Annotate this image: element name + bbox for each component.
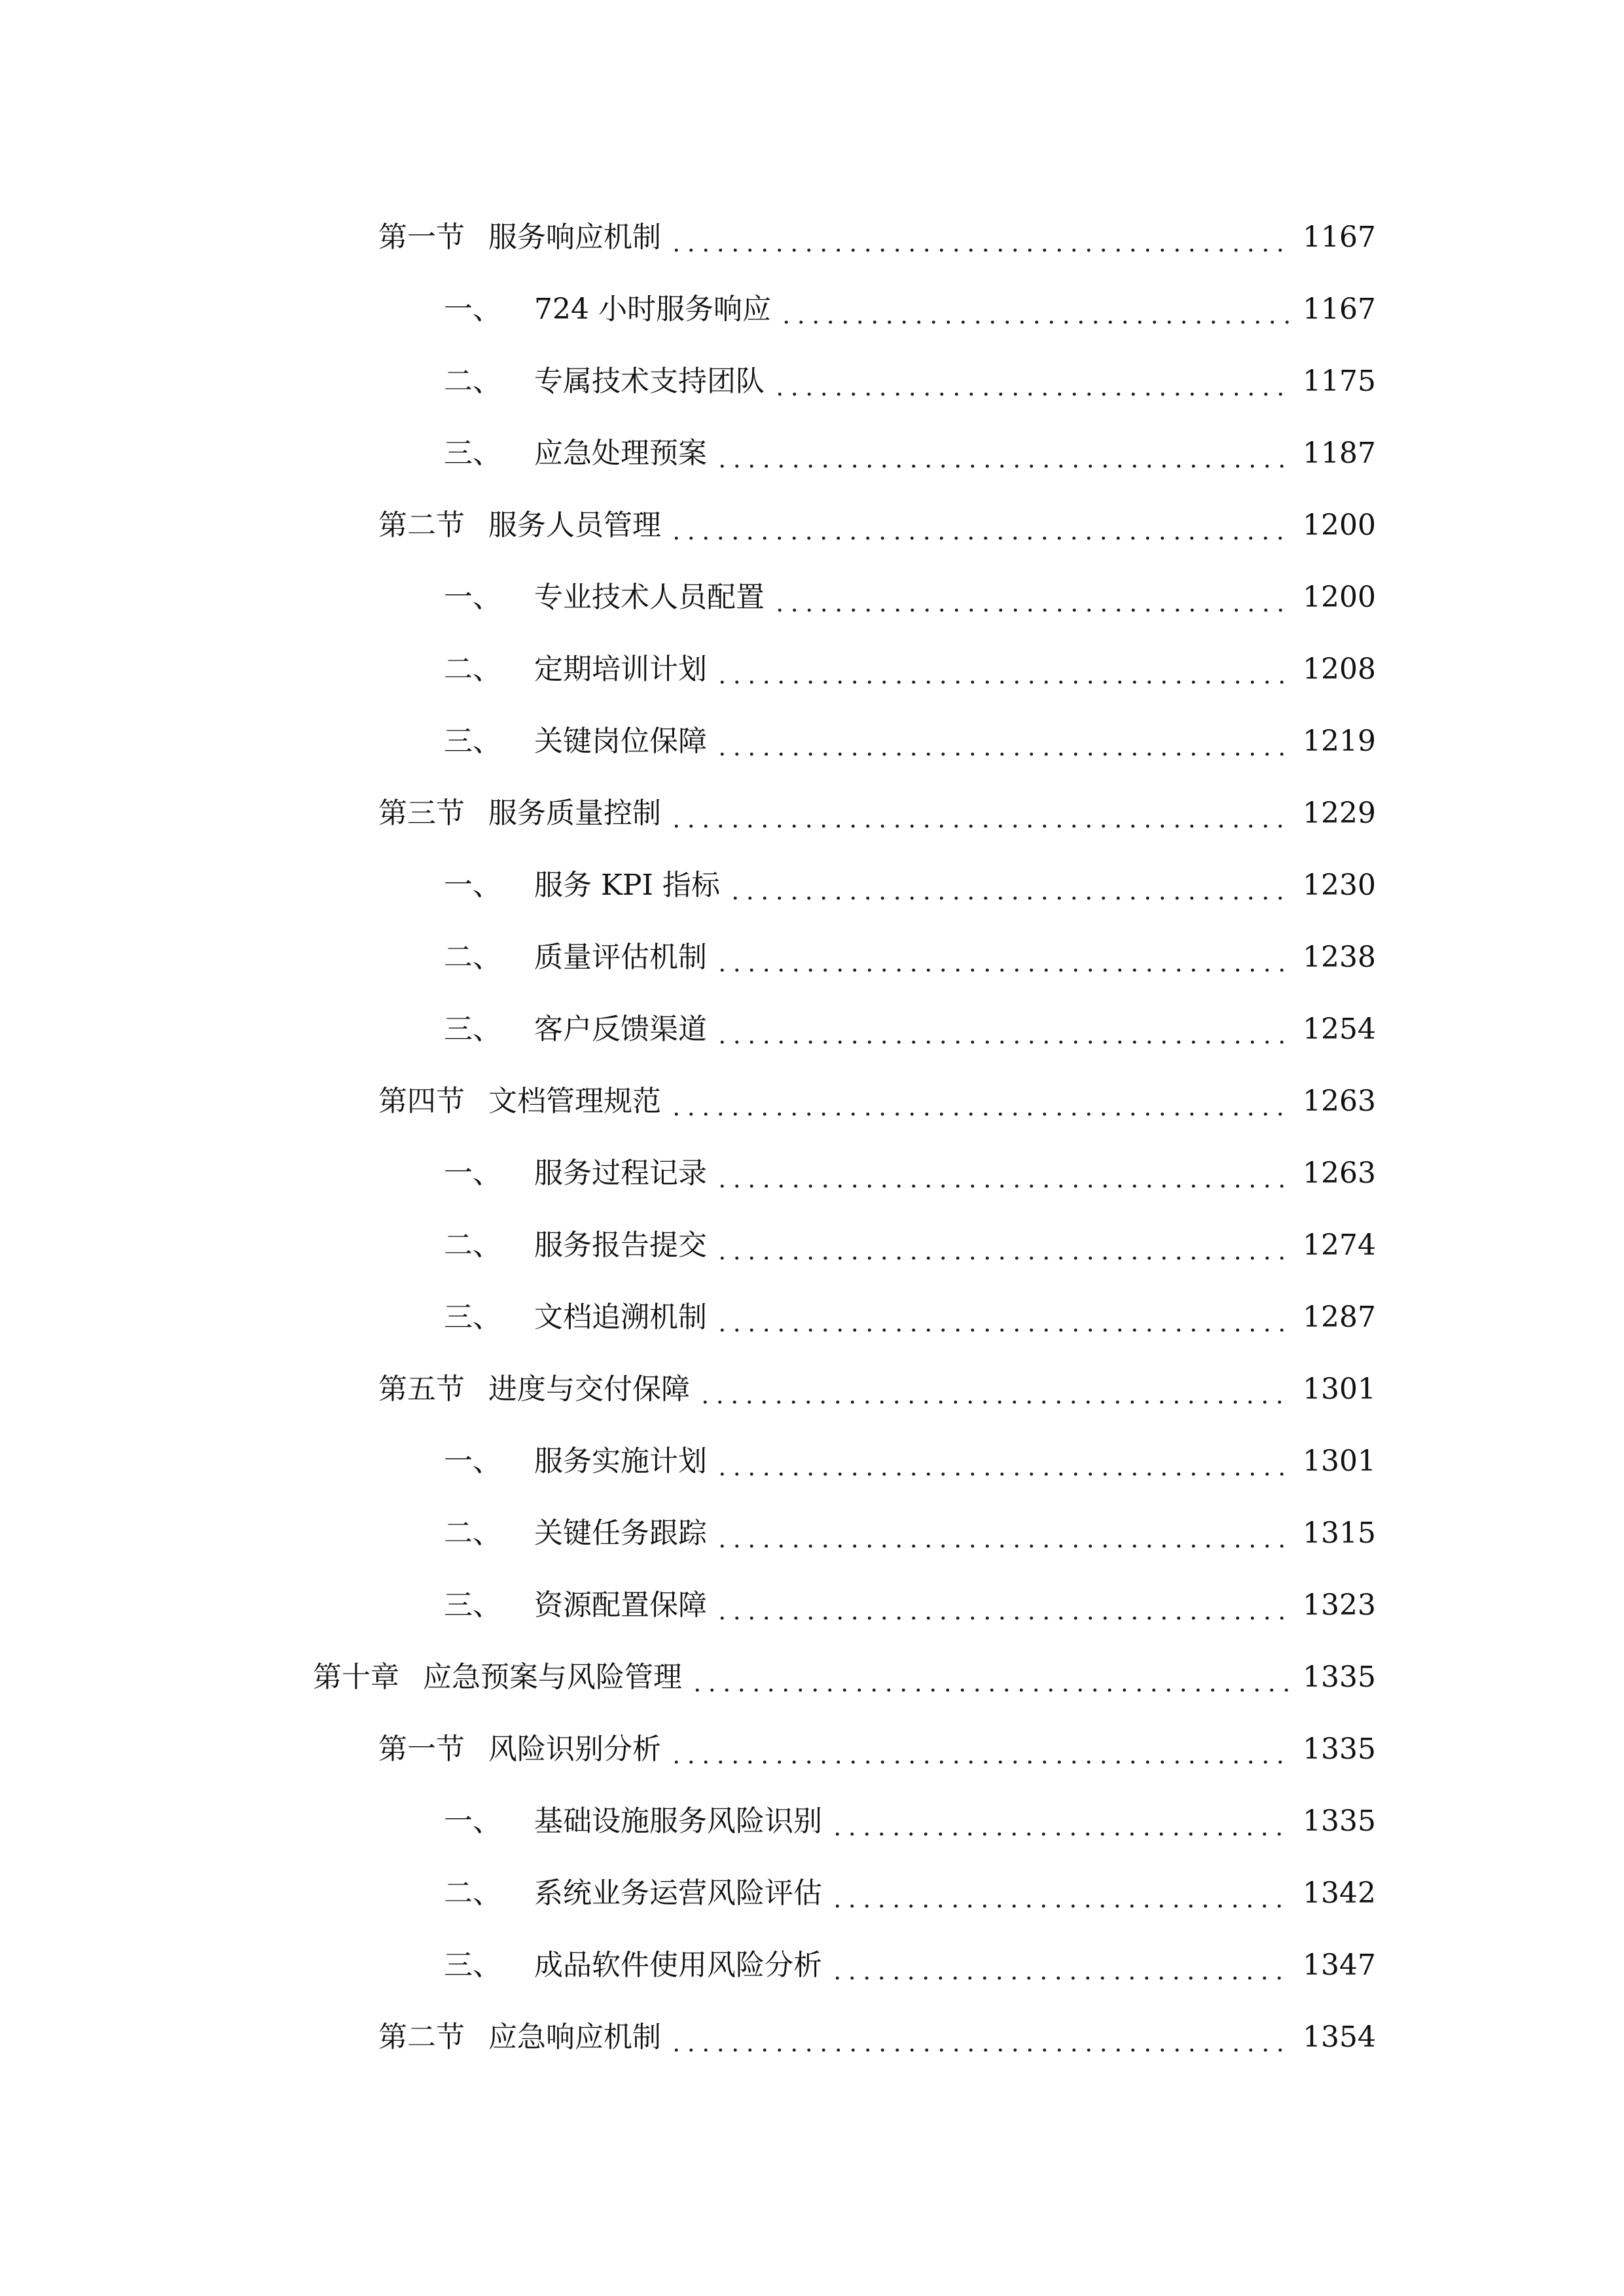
toc-entry-subitem[interactable]: [0, 994, 1624, 1066]
toc-page-number: 1315: [1303, 1516, 1376, 1550]
toc-entry-subitem[interactable]: [0, 1570, 1624, 1641]
toc-entry-number: 三、: [444, 1588, 501, 1622]
toc-entry-title: [444, 1231, 707, 1260]
toc-entry-number: 一、: [444, 1804, 501, 1838]
toc-page-number: 1301: [1303, 1372, 1376, 1406]
toc-entry-number: 二、: [444, 1516, 501, 1550]
toc-entry-number: 三、: [444, 437, 501, 470]
toc-entry-number: 二、: [444, 1229, 501, 1262]
toc-entry-title: [444, 871, 720, 900]
toc-entry-number: 一、: [444, 581, 501, 614]
toc-entry-subitem[interactable]: [0, 634, 1624, 706]
toc-entry-title: [444, 1516, 707, 1550]
toc-entry-title: [444, 1444, 707, 1478]
toc-entry-section-2-emergency-response[interactable]: [0, 2001, 1624, 2073]
toc-dot-leader: [715, 1519, 1291, 1548]
toc-page-number: 1354: [1303, 2020, 1376, 2054]
toc-dot-leader: [830, 1879, 1291, 1908]
toc-dot-leader: [772, 367, 1291, 396]
toc-entry-title: [444, 1804, 822, 1838]
toc-entry-number: 第二节: [378, 2020, 465, 2054]
toc-entry-title: [444, 439, 707, 468]
toc-entry-subitem[interactable]: [0, 850, 1624, 922]
toc-page-number: 1229: [1303, 797, 1376, 830]
toc-entry-section-3-quality-control[interactable]: [0, 778, 1624, 850]
toc-page-number: 1175: [1303, 365, 1376, 398]
toc-entry-subitem[interactable]: [0, 922, 1624, 994]
toc-page-number: 1287: [1303, 1300, 1376, 1334]
toc-entry-number: 三、: [444, 1300, 501, 1334]
toc-entry-label: 应急预案与风险管理: [423, 1660, 682, 1694]
toc-entry-section-5-delivery-assurance[interactable]: [0, 1354, 1624, 1426]
toc-entry-label: 724 小时服务响应: [534, 293, 771, 326]
toc-page-number: 1335: [1303, 1732, 1376, 1766]
toc-entry-number: 二、: [444, 941, 501, 974]
toc-entry-label: 基础设施服务风险识别: [534, 1804, 822, 1838]
toc-entry-label: 定期培训计划: [534, 653, 707, 686]
toc-dot-leader: [715, 1591, 1291, 1620]
toc-page-number: 1167: [1303, 221, 1376, 254]
toc-entry-subitem[interactable]: [0, 1785, 1624, 1857]
toc-entry-subitem[interactable]: [0, 1138, 1624, 1210]
toc-dot-leader: [669, 2023, 1291, 2052]
toc-entry-number: 第二节: [378, 509, 465, 542]
toc-entry-number: 第三节: [378, 797, 465, 830]
toc-dot-leader: [669, 1087, 1291, 1116]
toc-entry-title: [444, 367, 765, 396]
toc-entry-subitem[interactable]: [0, 1857, 1624, 1929]
toc-entry-number: 三、: [444, 1948, 501, 1982]
toc-entry-label: 专业技术人员配置: [534, 581, 765, 614]
toc-page-number: 1323: [1303, 1588, 1376, 1622]
toc-entry-label: 关键岗位保障: [534, 725, 707, 758]
toc-entry-number: 二、: [444, 653, 501, 686]
toc-entry-number: 三、: [444, 725, 501, 758]
toc-page-number: 1335: [1303, 1804, 1376, 1838]
toc-page-number: 1219: [1303, 725, 1376, 758]
toc-dot-leader: [779, 295, 1291, 324]
toc-page-number: 1335: [1303, 1660, 1376, 1694]
toc-entry-number: 第一节: [378, 221, 465, 254]
toc-entry-title: [378, 2020, 661, 2054]
toc-dot-leader: [715, 1015, 1291, 1044]
toc-page-number: 1167: [1303, 293, 1376, 326]
toc-dot-leader: [715, 1447, 1291, 1476]
toc-entry-title: [444, 583, 765, 612]
toc-entry-title: [378, 223, 661, 252]
toc-entry-label: 服务过程记录: [534, 1157, 707, 1190]
toc-dot-leader: [715, 439, 1291, 468]
toc-entry-label: 进度与交付保障: [488, 1372, 690, 1406]
toc-entry-subitem[interactable]: [0, 418, 1624, 490]
toc-entry-chapter-10[interactable]: [0, 1641, 1624, 1713]
toc-entry-number: 一、: [444, 1157, 501, 1190]
toc-entry-number: 一、: [444, 1444, 501, 1478]
toc-entry-label: 风险识别分析: [488, 1732, 661, 1766]
toc-entry-title: [444, 943, 707, 972]
toc-entry-number: 第十章: [313, 1660, 399, 1694]
toc-entry-title: [444, 1948, 822, 1982]
toc-entry-label: 质量评估机制: [534, 941, 707, 974]
toc-dot-leader: [669, 799, 1291, 828]
toc-entry-title: [444, 1588, 707, 1622]
toc-entry-number: 三、: [444, 1013, 501, 1046]
toc-entry-label: 文档追溯机制: [534, 1300, 707, 1334]
toc-entry-section-2-staff-management[interactable]: [0, 490, 1624, 562]
toc-entry-subitem[interactable]: [0, 346, 1624, 418]
toc-entry-label: 应急处理预案: [534, 437, 707, 470]
toc-entry-title: [378, 799, 661, 828]
toc-entry-number: 第五节: [378, 1372, 465, 1406]
toc-entry-subitem[interactable]: [0, 1282, 1624, 1354]
toc-page-number: 1238: [1303, 941, 1376, 974]
toc-entry-section-1-service-response[interactable]: [0, 202, 1624, 274]
toc-entry-subitem[interactable]: [0, 706, 1624, 778]
toc-entry-number: 第四节: [378, 1085, 465, 1118]
toc-page-number: 1200: [1303, 581, 1376, 614]
toc-entry-number: 一、: [444, 293, 501, 326]
toc-entry-number: 二、: [444, 365, 501, 398]
toc-dot-leader: [715, 1231, 1291, 1260]
toc-dot-leader: [690, 1663, 1291, 1692]
toc-entry-label: 客户反馈渠道: [534, 1013, 707, 1046]
toc-dot-leader: [728, 871, 1291, 900]
toc-entry-number: 第一节: [378, 1732, 465, 1766]
toc-entry-subitem[interactable]: [0, 1426, 1624, 1498]
toc-entry-label: 服务报告提交: [534, 1229, 707, 1262]
toc-entry-label: 服务响应机制: [488, 221, 661, 254]
toc-dot-leader: [669, 223, 1291, 252]
toc-entry-title: [444, 727, 707, 756]
toc-dot-leader: [715, 655, 1291, 684]
toc-dot-leader: [830, 1951, 1291, 1980]
toc-page-number: 1208: [1303, 653, 1376, 686]
toc-entry-subitem[interactable]: [0, 562, 1624, 634]
toc-entry-title: [378, 1372, 690, 1406]
toc-entry-label: 服务实施计划: [534, 1444, 707, 1478]
toc-page-number: 1187: [1303, 437, 1376, 470]
toc-entry-title: [378, 1732, 661, 1766]
toc-entry-subitem[interactable]: [0, 274, 1624, 346]
toc-entry-number: 二、: [444, 1876, 501, 1910]
table-of-contents: [0, 202, 1624, 2073]
toc-entry-title: [444, 295, 771, 324]
toc-entry-section-4-document-management[interactable]: [0, 1066, 1624, 1138]
toc-entry-title: [444, 1876, 822, 1910]
toc-page-number: 1263: [1303, 1157, 1376, 1190]
toc-entry-title: [444, 1159, 707, 1188]
toc-dot-leader: [715, 727, 1291, 756]
toc-entry-label: 成品软件使用风险分析: [534, 1948, 822, 1982]
toc-dot-leader: [698, 1375, 1291, 1404]
toc-page-number: 1301: [1303, 1444, 1376, 1478]
toc-entry-subitem[interactable]: [0, 1498, 1624, 1570]
toc-page-number: 1263: [1303, 1085, 1376, 1118]
toc-entry-subitem[interactable]: [0, 1210, 1624, 1282]
toc-entry-number: 一、: [444, 869, 501, 902]
toc-entry-title: [378, 1087, 661, 1116]
toc-entry-label: 专属技术支持团队: [534, 365, 765, 398]
toc-entry-label: 应急响应机制: [488, 2020, 661, 2054]
toc-entry-label: 服务质量控制: [488, 797, 661, 830]
toc-entry-label: 服务 KPI 指标: [534, 869, 720, 902]
toc-entry-title: [313, 1660, 682, 1694]
toc-entry-subitem[interactable]: [0, 1929, 1624, 2001]
toc-entry-label: 服务人员管理: [488, 509, 661, 542]
toc-entry-label: 文档管理规范: [488, 1085, 661, 1118]
toc-entry-title: [378, 511, 661, 540]
toc-entry-label: 资源配置保障: [534, 1588, 707, 1622]
toc-dot-leader: [715, 1159, 1291, 1188]
toc-dot-leader: [715, 943, 1291, 972]
toc-entry-title: [444, 1300, 707, 1334]
toc-page-number: 1200: [1303, 509, 1376, 542]
toc-page-number: 1274: [1303, 1229, 1376, 1262]
toc-page-number: 1230: [1303, 869, 1376, 902]
toc-entry-label: 系统业务运营风险评估: [534, 1876, 822, 1910]
toc-dot-leader: [669, 511, 1291, 540]
toc-entry-label: 关键任务跟踪: [534, 1516, 707, 1550]
toc-page-number: 1347: [1303, 1948, 1376, 1982]
toc-dot-leader: [772, 583, 1291, 612]
toc-entry-section-1-risk-identification[interactable]: [0, 1713, 1624, 1785]
toc-dot-leader: [715, 1303, 1291, 1332]
toc-page-number: 1342: [1303, 1876, 1376, 1910]
toc-entry-title: [444, 655, 707, 684]
toc-page-number: 1254: [1303, 1013, 1376, 1046]
toc-entry-title: [444, 1015, 707, 1044]
toc-dot-leader: [669, 1735, 1291, 1764]
toc-dot-leader: [830, 1807, 1291, 1836]
